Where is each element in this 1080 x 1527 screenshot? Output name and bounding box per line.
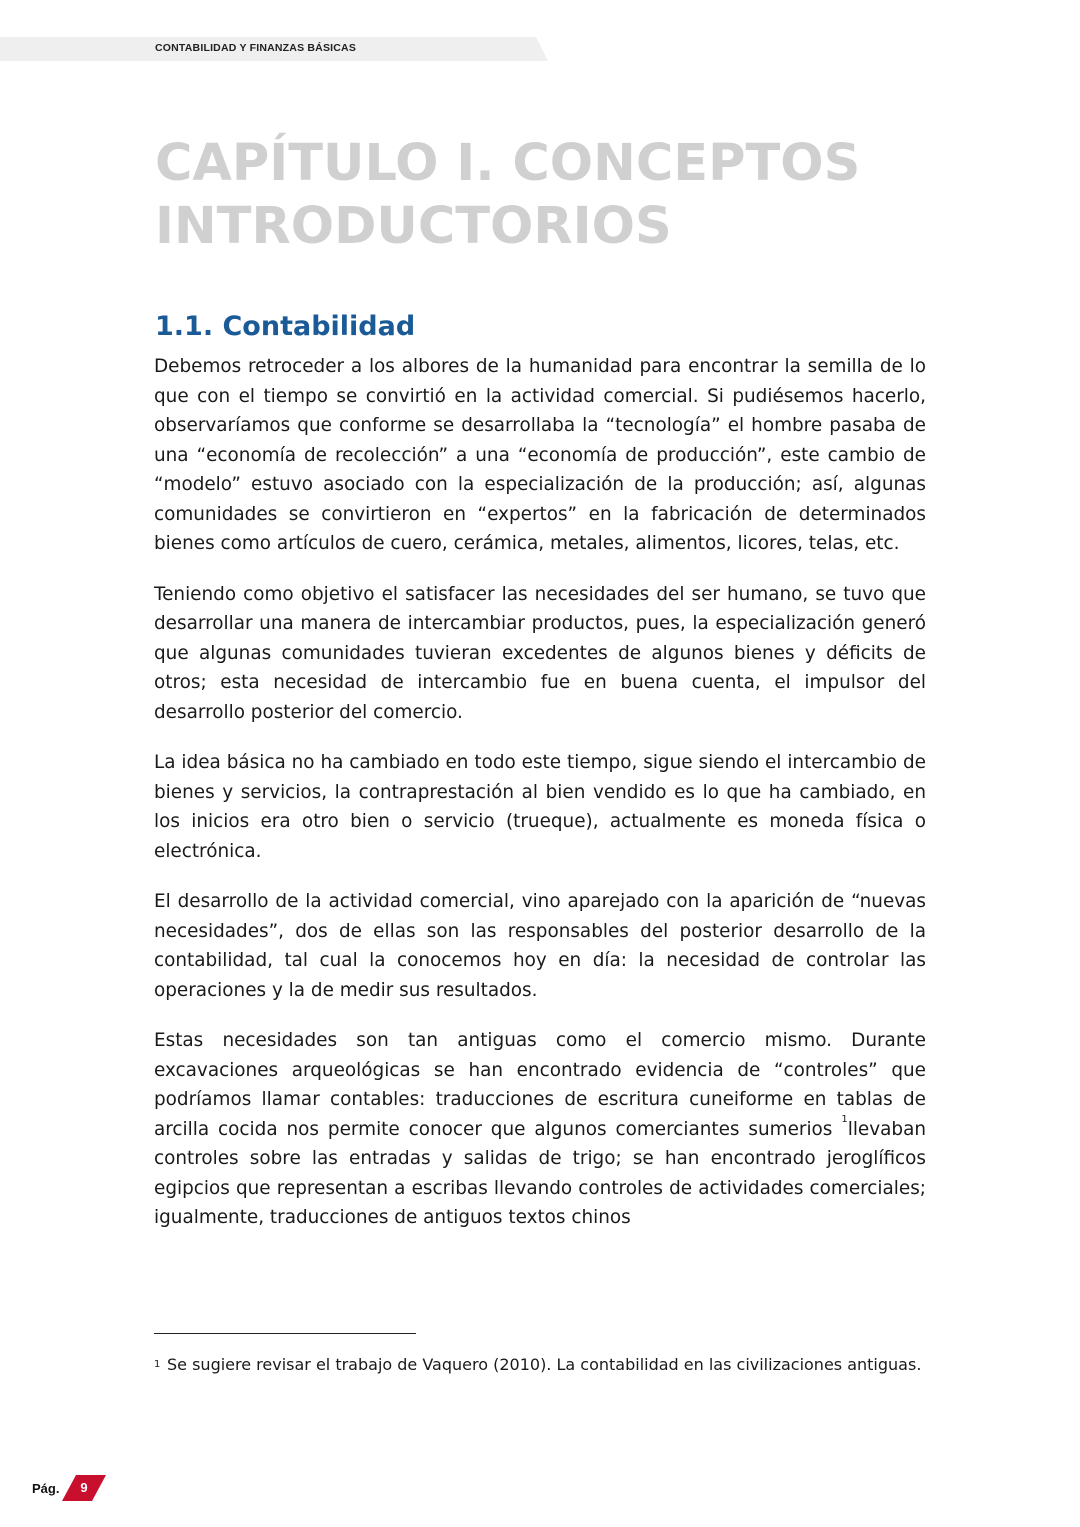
paragraph: El desarrollo de la actividad comercial, vino aparejado con la aparición de “nuevas necesidades”, dos de ellas son las responsables del posterior desarrollo de la contabilidad, tal cual la conocemos hoy en día: la necesidad de controlar las operaciones y la de medir sus resultados. [154, 891, 926, 1001]
footnote-reference: 1 [841, 1113, 848, 1125]
paragraph-text: llevaban controles sobre las entradas y salidas de trigo; se han encontrado jeroglíficos egipcios que representan a escribas llevando controles de actividades comerciales; igualmente, traducciones de antiguos textos chinos [154, 1118, 926, 1228]
paragraph: Teniendo como objetivo el satisfacer las necesidades del ser humano, se tuvo que desarrollar una manera de intercambiar productos, pues, la especialización generó que algunas comunidades tuvieran excedentes de algunos bienes y déficits de otros; esta necesidad de intercambio fue en buena cuenta, el impulsor del desarrollo posterior del comercio. [154, 583, 926, 723]
footnote [154, 1354, 926, 1376]
paragraph: Debemos retroceder a los albores de la humanidad para encontrar la semilla de lo que con el tiempo se convirtió en la actividad comercial. Si pudiésemos hacerlo, observaríamos que conforme se desarrollaba la “tecnología” el hombre pasaba de una “economía de recolección” a una “economía de producción”, este cambio de “modelo” estuvo asociado con la especialización de la producción; así, algunas comunidades se convirtieron en “expertos” en la fabricación de determinados bienes como artículos de cuero, cerámica, metales, alimentos, licores, telas, etc. [154, 356, 926, 554]
page-number: 9 [80, 1480, 88, 1495]
footnote-separator [154, 1333, 416, 1334]
body-text [154, 352, 926, 1254]
paragraph: La idea básica no ha cambiado en todo este tiempo, sigue siendo el intercambio de bienes y servicios, la contraprestación al bien vendido es lo que ha cambiado, en los inicios era otro bien o servicio (trueque), actualmente es moneda física o electrónica. [154, 752, 926, 862]
footnote-number: 1 [154, 1359, 161, 1370]
running-header: CONTABILIDAD Y FINANZAS BÁSICAS [155, 42, 357, 54]
chapter-title: CAPÍTULO I. CONCEPTOS INTRODUCTORIOS [155, 134, 861, 256]
paragraph [154, 1026, 926, 1233]
section-heading: 1.1. Contabilidad [155, 311, 416, 342]
footnote-text: Se sugiere revisar el trabajo de Vaquero (2010). La contabilidad en las civilizaciones antiguas. [167, 1355, 922, 1374]
paragraph-text: Estas necesidades son tan antiguas como el comercio mismo. Durante excavaciones arqueológicas se han encontrado evidencia de “controles” que podríamos llamar contables: traducciones de escritura cuneiforme en tablas de arcilla cocida nos permite conocer que algunos comerciantes sumerios [154, 1030, 926, 1140]
page-label: Pág. [32, 1481, 60, 1496]
